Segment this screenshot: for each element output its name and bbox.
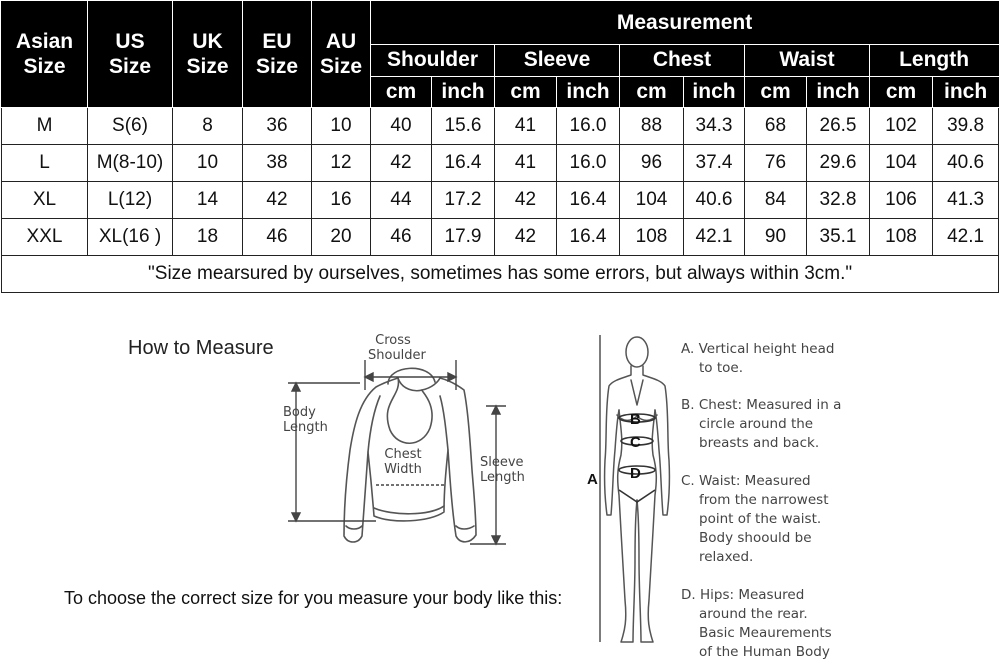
header-us-size: US Size (88, 2, 173, 108)
unit-cm: cm (371, 77, 432, 108)
table-note-row (2, 256, 999, 293)
unit-cm: cm (870, 77, 933, 108)
cell-sleeve-inch: 16.4 (557, 182, 620, 219)
cell-shoulder-inch: 17.2 (432, 182, 495, 219)
cell-chest-cm: 104 (620, 182, 684, 219)
cell-sleeve-inch: 16.0 (557, 108, 620, 145)
cell-waist-cm: 68 (745, 108, 807, 145)
cell-length-cm: 106 (870, 182, 933, 219)
cell-eu-size: 38 (243, 145, 312, 182)
table-row (2, 219, 999, 256)
table-row (2, 108, 999, 145)
header-sleeve: Sleeve (495, 45, 620, 77)
unit-inch: inch (684, 77, 745, 108)
table-row (2, 145, 999, 182)
cell-eu-size: 46 (243, 219, 312, 256)
cell-length-cm: 102 (870, 108, 933, 145)
cell-shoulder-inch: 16.4 (432, 145, 495, 182)
body-diagram (595, 330, 680, 660)
body-length-label: Body Length (283, 405, 328, 435)
unit-inch: inch (432, 77, 495, 108)
cell-shoulder-inch: 17.9 (432, 219, 495, 256)
cell-au-size: 20 (312, 219, 371, 256)
unit-inch: inch (933, 77, 999, 108)
cell-asian-size: M (2, 108, 88, 145)
sleeve-length-label: Sleeve Length (480, 455, 525, 485)
header-uk-size: UK Size (173, 2, 243, 108)
cell-length-cm: 108 (870, 219, 933, 256)
header-asian-size: Asian Size (2, 2, 88, 108)
cell-chest-inch: 42.1 (684, 219, 745, 256)
cell-chest-cm: 96 (620, 145, 684, 182)
cell-asian-size: XXL (2, 219, 88, 256)
cell-shoulder-inch: 15.6 (432, 108, 495, 145)
cell-au-size: 10 (312, 108, 371, 145)
cell-length-inch: 41.3 (933, 182, 999, 219)
cell-chest-inch: 34.3 (684, 108, 745, 145)
cell-uk-size: 10 (173, 145, 243, 182)
cell-chest-cm: 88 (620, 108, 684, 145)
cross-shoulder-label: Cross Shoulder (368, 333, 426, 363)
cell-waist-inch: 29.6 (807, 145, 870, 182)
unit-inch: inch (807, 77, 870, 108)
table-note: "Size mearsured by ourselves, sometimes has some errors, but always within 3cm." (2, 256, 999, 293)
cell-sleeve-cm: 41 (495, 145, 557, 182)
cell-shoulder-cm: 40 (371, 108, 432, 145)
header-eu-size: EU Size (243, 2, 312, 108)
body-letter-c: C (630, 434, 641, 451)
table-row (2, 182, 999, 219)
cell-length-inch: 42.1 (933, 219, 999, 256)
cell-sleeve-inch: 16.4 (557, 219, 620, 256)
how-to-measure-title: How to Measure (128, 337, 274, 359)
cell-chest-inch: 40.6 (684, 182, 745, 219)
cell-waist-cm: 84 (745, 182, 807, 219)
cell-eu-size: 42 (243, 182, 312, 219)
header-chest: Chest (620, 45, 745, 77)
cell-uk-size: 8 (173, 108, 243, 145)
chest-width-label: Chest Width (384, 447, 422, 477)
unit-inch: inch (557, 77, 620, 108)
unit-cm: cm (620, 77, 684, 108)
cell-uk-size: 18 (173, 219, 243, 256)
legend-a: A. Vertical height head to toe. (681, 341, 835, 376)
size-chart-table (1, 1, 999, 293)
cell-sleeve-cm: 42 (495, 182, 557, 219)
cell-shoulder-cm: 44 (371, 182, 432, 219)
body-letter-b: B (630, 411, 641, 428)
cell-sleeve-cm: 42 (495, 219, 557, 256)
cell-au-size: 12 (312, 145, 371, 182)
body-letter-d: D (630, 465, 641, 482)
cell-au-size: 16 (312, 182, 371, 219)
body-letter-a: A (587, 471, 598, 488)
header-waist: Waist (745, 45, 870, 77)
cell-shoulder-cm: 42 (371, 145, 432, 182)
unit-cm: cm (495, 77, 557, 108)
cell-waist-cm: 90 (745, 219, 807, 256)
legend-b: B. Chest: Measured in a circle around the breasts and back. (681, 397, 842, 451)
cell-sleeve-inch: 16.0 (557, 145, 620, 182)
cell-waist-cm: 76 (745, 145, 807, 182)
cell-chest-cm: 108 (620, 219, 684, 256)
cell-length-inch: 40.6 (933, 145, 999, 182)
cell-us-size: S(6) (88, 108, 173, 145)
header-measurement: Measurement (371, 2, 999, 45)
unit-cm: cm (745, 77, 807, 108)
header-au-size: AU Size (312, 2, 371, 108)
cell-asian-size: L (2, 145, 88, 182)
cell-us-size: XL(16 ) (88, 219, 173, 256)
sweater-diagram (280, 330, 540, 560)
legend-c: C. Waist: Measured from the narrowest point of the waist. Body shoould be relaxed. (681, 473, 829, 565)
cell-length-inch: 39.8 (933, 108, 999, 145)
header-length: Length (870, 45, 999, 77)
cell-eu-size: 36 (243, 108, 312, 145)
cell-waist-inch: 35.1 (807, 219, 870, 256)
header-shoulder: Shoulder (371, 45, 495, 77)
cell-length-cm: 104 (870, 145, 933, 182)
cell-uk-size: 14 (173, 182, 243, 219)
cell-sleeve-cm: 41 (495, 108, 557, 145)
cell-shoulder-cm: 46 (371, 219, 432, 256)
cell-waist-inch: 26.5 (807, 108, 870, 145)
choose-size-instructions: To choose the correct size for you measure your body like this: (64, 588, 563, 608)
cell-asian-size: XL (2, 182, 88, 219)
legend-d: D. Hips: Measured around the rear. Basic Meaurements of the Human Body (681, 587, 832, 660)
cell-chest-inch: 37.4 (684, 145, 745, 182)
cell-us-size: L(12) (88, 182, 173, 219)
cell-us-size: M(8-10) (88, 145, 173, 182)
cell-waist-inch: 32.8 (807, 182, 870, 219)
